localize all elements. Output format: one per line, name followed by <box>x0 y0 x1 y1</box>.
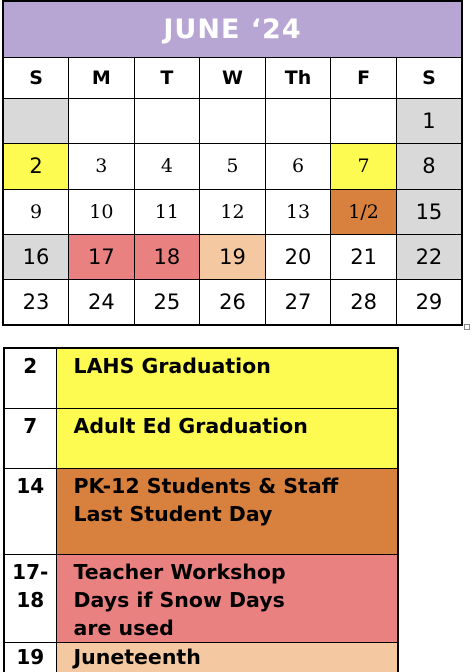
event-date: 19 <box>4 642 56 672</box>
calendar-day-empty <box>3 99 69 144</box>
calendar-day-event: 7 <box>331 144 397 189</box>
calendar-day: 1 <box>396 99 462 144</box>
day-of-week-header: F <box>331 57 397 98</box>
event-line: PK-12 Students & Staff <box>73 473 339 498</box>
event-line: Teacher Workshop <box>73 559 286 584</box>
calendar-day: 8 <box>396 144 462 189</box>
calendar-day-event: 19 <box>200 234 266 279</box>
event-row <box>4 408 398 468</box>
events-legend-table <box>3 347 399 672</box>
event-date <box>4 554 56 642</box>
event-date-line: 18 <box>16 587 45 612</box>
day-of-week-header: W <box>200 57 266 98</box>
day-of-week-header: T <box>134 57 200 98</box>
calendar-day-event: 17 <box>69 234 135 279</box>
event-date: 14 <box>4 468 56 554</box>
calendar-day: 27 <box>265 280 331 325</box>
calendar-day: 29 <box>396 280 462 325</box>
calendar-day: 15 <box>396 189 462 234</box>
calendar-week <box>3 280 462 325</box>
calendar-day: 25 <box>134 280 200 325</box>
event-date: 7 <box>4 408 56 468</box>
calendar-day: 3 <box>69 144 135 189</box>
calendar-day: 24 <box>69 280 135 325</box>
event-line: Last Student Day <box>73 501 273 526</box>
calendar-day: 22 <box>396 234 462 279</box>
day-of-week-header: S <box>396 57 462 98</box>
calendar-day: 20 <box>265 234 331 279</box>
event-description <box>56 642 398 672</box>
calendar-day-event: 2 <box>3 144 69 189</box>
calendar-week <box>3 234 462 279</box>
event-description <box>56 408 398 468</box>
calendar-day-empty <box>331 99 397 144</box>
event-description <box>56 468 398 554</box>
calendar-day-empty <box>69 99 135 144</box>
june-calendar <box>2 0 463 326</box>
event-row <box>4 468 398 554</box>
event-line: Days if Snow Days <box>73 587 285 612</box>
calendar-day-empty <box>265 99 331 144</box>
event-description <box>56 554 398 642</box>
event-line: are used <box>73 615 174 640</box>
event-row <box>4 348 398 408</box>
day-of-week-header: S <box>3 57 69 98</box>
calendar-day: 9 <box>3 189 69 234</box>
calendar-day-empty <box>200 99 266 144</box>
calendar-title: JUNE ‘24 <box>3 1 462 57</box>
calendar-day: 21 <box>331 234 397 279</box>
calendar-day: 11 <box>134 189 200 234</box>
calendar-day: 28 <box>331 280 397 325</box>
calendar-day: 5 <box>200 144 266 189</box>
calendar-day: 26 <box>200 280 266 325</box>
calendar-day: 12 <box>200 189 266 234</box>
event-line: LAHS Graduation <box>73 354 271 378</box>
calendar-day-empty <box>134 99 200 144</box>
calendar-day: 10 <box>69 189 135 234</box>
event-description <box>56 348 398 408</box>
calendar-week <box>3 99 462 144</box>
calendar-day-event: 1/2 <box>331 189 397 234</box>
event-row <box>4 554 398 642</box>
calendar-day: 6 <box>265 144 331 189</box>
event-date-line: 17- <box>12 559 49 584</box>
day-of-week-header: Th <box>265 57 331 98</box>
event-row <box>4 642 398 672</box>
calendar-week <box>3 189 462 234</box>
event-line: Adult Ed Graduation <box>73 413 308 438</box>
event-date: 2 <box>4 348 56 408</box>
calendar-week <box>3 144 462 189</box>
calendar-day-event: 18 <box>134 234 200 279</box>
calendar-day: 4 <box>134 144 200 189</box>
calendar-day: 23 <box>3 280 69 325</box>
table-resize-handle[interactable] <box>464 324 470 330</box>
calendar-day: 16 <box>3 234 69 279</box>
event-line: Juneteenth <box>73 644 201 669</box>
day-of-week-header: M <box>69 57 135 98</box>
calendar-day: 13 <box>265 189 331 234</box>
